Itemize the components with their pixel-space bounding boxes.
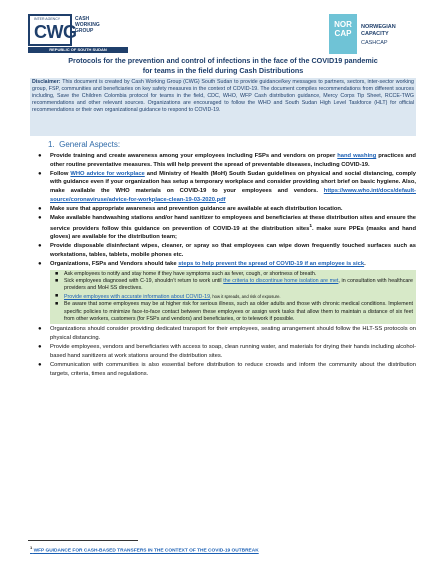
item-text: . — [364, 261, 366, 268]
title-line-1: Protocols for the prevention and control of infections in the face of the COVID19 pandemic — [68, 56, 378, 65]
item-text: Provide disposable disinfectant wipes, cleaner, or spray so that employees can wipe down frequently touched surfaces such as workstations, tables, tablets, mobile phones etc. — [50, 243, 416, 258]
bullet-icon: ● — [38, 362, 42, 369]
item-text: Communication with communities is also essential before distribution to reduce crowds and inform the community about the distribution targets, criteria, times and regulations. — [50, 362, 416, 377]
hand-washing-link[interactable]: hand washing — [337, 153, 377, 159]
item-text: Make available handwashing stations and/or hand sanitizer to employees and beneficiaries at these distribution sites and ensure the service providers follow this guidance on prevention of COVID-19 at the distribution sites — [50, 214, 416, 232]
cashcap-label: CASHCAP — [361, 40, 388, 46]
list-item — [38, 325, 416, 342]
cwg-logo-small-text: INTER AGENCY — [34, 17, 61, 21]
list-item — [38, 260, 416, 269]
footnote-link[interactable]: WFP GUIDANCE FOR CASH-BASED TRANSFERS IN THE CONTEXT OF THE COVID-19 OUTBREAK — [33, 548, 259, 554]
item-text: practices and other routine preventative measures. This will help prevent the spread of preventable diseases, including COVID-19. — [50, 153, 416, 168]
list-item — [38, 205, 416, 214]
item-text: . make sure PPEs (masks and hand gloves) are available for the distribution team; — [50, 225, 416, 241]
square-bullet-icon: ■ — [55, 270, 59, 277]
square-bullet-icon: ■ — [55, 301, 59, 308]
sub-item-text: , how it spreads, and risk of exposure. — [210, 293, 281, 299]
sick-employee-guidance-box — [50, 270, 416, 325]
who-pdf-link[interactable]: https://www.who.int/docs/default-source/coronaviruse/advice-for-workplace-clean-19-03-2020.pdf — [50, 187, 416, 203]
norcap-logo-box: NOR CAP — [329, 14, 357, 54]
item-text: Make sure that appropriate awareness and prevention guidance are available at each distribution location. — [50, 205, 343, 212]
cwg-logo — [28, 14, 132, 54]
section-title: General Aspects: — [59, 140, 121, 149]
cwg-logo-name: CASH WORKING GROUP — [75, 16, 100, 34]
item-text: Organizations, FSPs and Vendors should take — [50, 261, 179, 268]
sub-item-text: , in consultation with healthcare providers and MoH SS directives. — [64, 278, 414, 292]
bullet-icon: ● — [38, 153, 42, 159]
square-bullet-icon: ■ — [55, 278, 59, 285]
item-text: Organizations should consider providing dedicated transport for their employees, seating arrangement should follow the HLT-SS protocols on physical distancing. — [50, 326, 416, 342]
item-text: and Ministry of Health (MoH) South Sudan guidelines on physical and social distancing, comply with guidance even if your organization has setup a temporary workplace and consider providing short brief on basic hygiene. Also, make available the WHO materials on COVID-19 to your employees and vendors. — [50, 170, 416, 194]
disclaimer-text: This document is created by Cash Working Group (CWG) South Sudan to provide guidance/key messages to partners, sectors, inter-sector working group, FSP, communities and beneficiaries on key safety measures in the context of COVID-19. The document compiles recommendations from different sources including, Save the Children Colombia protocol for teams in the field, CDC, WHO, WFP Cash distribution guidance, Mercy Corps Tip Sheet, RCCE-TWG recommendations and other relevant sources. Organizations are encouraged to follow the WHO and South Sudan High Level Taskforce (HLT) for official recommendations or their own organizational guidance to respond to COVID-19. — [32, 79, 414, 113]
home-isolation-link[interactable]: the criteria to discontinue home isolation are met — [223, 278, 339, 285]
who-workplace-link[interactable]: WHO advice for workplace — [70, 170, 145, 177]
sub-item-text: Sick employees diagnosed with C-19, shouldn’t return to work until — [64, 278, 224, 285]
bullet-icon: ● — [38, 326, 42, 333]
list-item — [38, 242, 416, 259]
bullet-icon: ● — [38, 261, 42, 268]
sub-item-text: Be aware that some employees may be at higher risk for serious illness, such as older adults and those with chronic medical conditions. Implement specific policies to minimize face-to-face contact between these employees or assign work tasks that allow them to maintain a distance of six feet from other workers, customers (for FSPs and vendors) and beneficiaries, or to telework if possible. — [64, 301, 413, 323]
bullet-icon: ● — [38, 344, 42, 351]
footnote-divider — [28, 540, 138, 541]
footnote-number: 1 — [30, 545, 33, 550]
item-text: Provide employees, vendors and beneficiaries with access to soap, clean running water, and materials for drying their hands including alcohol-based hand sanitizers at work stations around the distribution sites. — [50, 344, 416, 359]
cwg-logo-letters: CWG — [34, 22, 77, 42]
norcap-logo — [329, 14, 415, 54]
bullet-icon: ● — [38, 243, 42, 250]
document-title — [30, 56, 416, 76]
title-line-2: for teams in the field during Cash Distributions — [142, 66, 304, 75]
disclaimer-label: Disclaimer: — [32, 79, 61, 85]
list-item — [38, 361, 416, 378]
list-item — [38, 170, 416, 204]
footnote — [30, 545, 259, 554]
section-heading — [48, 140, 120, 149]
cwg-logo-bar: REPUBLIC OF SOUTH SUDAN — [28, 47, 128, 53]
footnote-ref: 1 — [309, 223, 313, 229]
list-item — [38, 214, 416, 242]
bullet-icon: ● — [38, 205, 42, 212]
covid-info-link[interactable]: Provide employees with accurate information about COVID-19 — [64, 293, 211, 300]
list-item — [38, 152, 416, 169]
square-bullet-icon: ■ — [55, 292, 59, 299]
sub-list-item — [55, 270, 413, 278]
bullet-icon: ● — [38, 214, 42, 221]
sub-list-item — [55, 278, 414, 293]
sub-item-text: Ask employees to notify and stay home if they have symptoms such as fever, cough, or shortness of breath. — [64, 270, 317, 277]
item-text: Follow — [50, 170, 71, 177]
sub-list-item — [55, 301, 413, 323]
sub-list-item — [55, 292, 413, 301]
item-text: Provide training and create awareness among your employees including FSPs and vendors on proper — [50, 153, 338, 159]
disclaimer-box — [30, 78, 416, 136]
sick-employee-link[interactable]: steps to help prevent the spread of COVID-19 if an employee is sick — [178, 261, 365, 268]
guideline-list — [38, 152, 416, 379]
section-number: 1. — [48, 140, 55, 149]
norcap-logo-name: NORWEGIAN CAPACITY — [361, 24, 396, 37]
list-item — [38, 343, 416, 360]
bullet-icon: ● — [38, 170, 42, 177]
cwg-logo-box — [28, 14, 77, 46]
